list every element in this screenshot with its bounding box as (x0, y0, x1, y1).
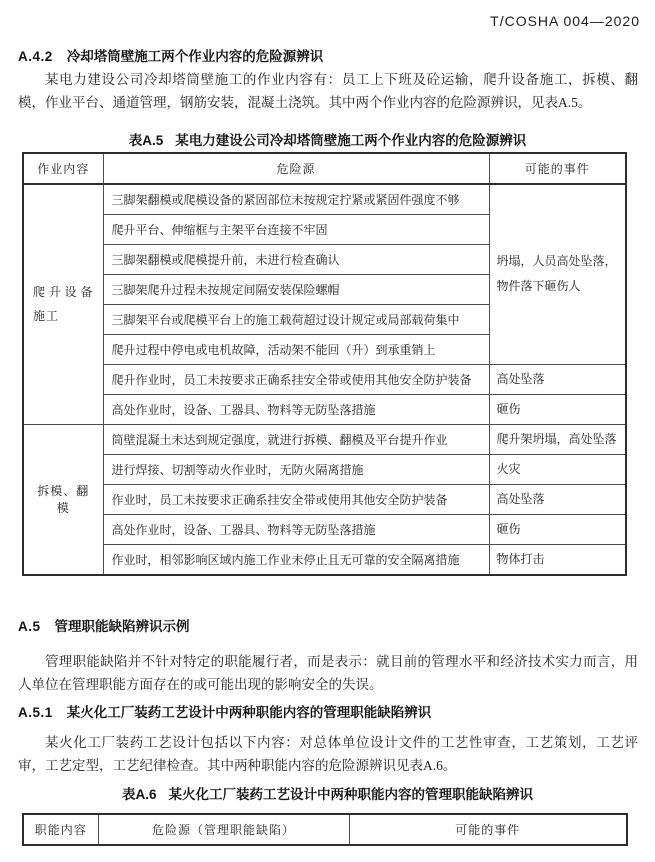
hazard-cell: 进行焊接、切割等动火作业时，无防火隔离措施 (103, 454, 489, 484)
event-cell: 物体打击 (489, 544, 626, 575)
hazard-cell: 高处作业时，设备、工器具、物料等无防坠落措施 (103, 394, 489, 424)
heading-a5 (18, 615, 637, 635)
paragraph-a51: 某火化工厂装药工艺设计包括以下内容：对总体单位设计文件的工艺性审查，工艺策划，工艺评审，工艺定型，工艺纪律检查。其中两种职能内容的危险源辨识见表A.6。 (18, 735, 638, 773)
table-row (23, 484, 626, 514)
table-a6 (22, 813, 628, 846)
hazard-cell: 作业时，员工未按要求正确系挂安全带或使用其他安全防护装备 (103, 484, 489, 514)
hazard-cell: 三脚架翻模或爬模设备的紧固部位未按规定拧紧或紧固件强度不够 (103, 184, 489, 214)
event-cell: 爬升架坍塌，高处坠落 (489, 424, 626, 454)
hazard-cell: 三脚架爬升过程未按规定间隔安装保险螺帽 (103, 274, 489, 304)
hazard-cell: 作业时，相邻影响区域内施工作业未停止且无可靠的安全隔离措施 (103, 544, 489, 575)
paragraph-a42: 某电力建设公司冷却塔筒壁施工的作业内容有：员工上下班及砼运输，爬升设备施工，拆模、翻模，作业平台、通道管理，钢筋安装，混凝土浇筑。其中两个作业内容的危险源辨识，见表A.5。 (18, 72, 638, 110)
heading-a42-title: 冷却塔筒壁施工两个作业内容的危险源辨识 (66, 49, 324, 64)
event-cell: 高处坠落 (489, 364, 626, 394)
standard-number: T/COSHA 004—2020 (490, 13, 640, 29)
event-cell-merged: 坍塌，人员高处坠落，物件落下砸伤人 (489, 184, 626, 364)
hazard-cell: 爬升作业时，员工未按要求正确系挂安全带或使用其他安全防护装备 (103, 364, 489, 394)
table-row (23, 394, 626, 424)
activity-cell-climbing-equipment: 爬升设备施工 (23, 184, 103, 424)
heading-a51-number: A.5.1 (18, 705, 53, 720)
hazard-cell: 爬升过程中停电或电机故障，活动架不能回（升）到承重销上 (103, 334, 489, 364)
hazard-cell: 三脚架平台或爬模平台上的施工载荷超过设计规定或局部载荷集中 (103, 304, 489, 334)
table-row (23, 544, 626, 575)
column-header-event: 可能的事件 (489, 153, 626, 184)
table-a5 (22, 152, 627, 576)
table-a5-label: 表A.5 (128, 133, 164, 148)
heading-a5-number: A.5 (18, 619, 41, 634)
heading-a51 (18, 701, 637, 721)
column-header-hazard: 危险源 (103, 153, 489, 184)
table-row (23, 514, 626, 544)
table-a5-title (0, 129, 655, 149)
column-header-activity: 作业内容 (23, 153, 103, 184)
table-a6-header-row (23, 814, 627, 845)
column-header-event: 可能的事件 (349, 814, 627, 845)
event-cell: 火灾 (489, 454, 626, 484)
heading-a42-number: A.4.2 (18, 49, 53, 64)
heading-a51-title: 某火化工厂装药工艺设计中两种职能内容的管理职能缺陷辨识 (66, 705, 432, 720)
column-header-hazard-defect: 危险源（管理职能缺陷） (98, 814, 349, 845)
table-row (23, 454, 626, 484)
table-a6-title (0, 783, 655, 803)
table-row (23, 424, 626, 454)
table-a5-header-row (23, 153, 626, 184)
event-cell: 砸伤 (489, 394, 626, 424)
hazard-cell: 爬升平台、伸缩框与主架平台连接不牢固 (103, 214, 489, 244)
hazard-cell: 筒壁混凝土未达到规定强度，就进行拆模、翻模及平台提升作业 (103, 424, 489, 454)
paragraph-a5: 管理职能缺陷并不针对特定的职能履行者，而是表示：就目前的管理水平和经济技术实力而言，用人单位在管理职能方面存在的或可能出现的影响安全的失误。 (18, 654, 638, 692)
event-cell: 砸伤 (489, 514, 626, 544)
table-a6-caption: 某火化工厂装药工艺设计中两种职能内容的管理职能缺陷辨识 (168, 787, 533, 802)
hazard-cell: 高处作业时，设备、工器具、物料等无防坠落措施 (103, 514, 489, 544)
hazard-cell: 三脚架翻模或爬模提升前，未进行检查确认 (103, 244, 489, 274)
activity-cell-formwork: 拆模、翻模 (23, 424, 103, 575)
table-a6-label: 表A.6 (121, 787, 157, 802)
column-header-function: 职能内容 (23, 814, 98, 845)
heading-a42 (18, 45, 637, 65)
heading-a5-title: 管理职能缺陷辨识示例 (54, 619, 190, 634)
table-a5-caption: 某电力建设公司冷却塔筒壁施工两个作业内容的危险源辨识 (175, 133, 527, 148)
table-row (23, 364, 626, 394)
event-cell: 高处坠落 (489, 484, 626, 514)
table-row (23, 184, 626, 214)
